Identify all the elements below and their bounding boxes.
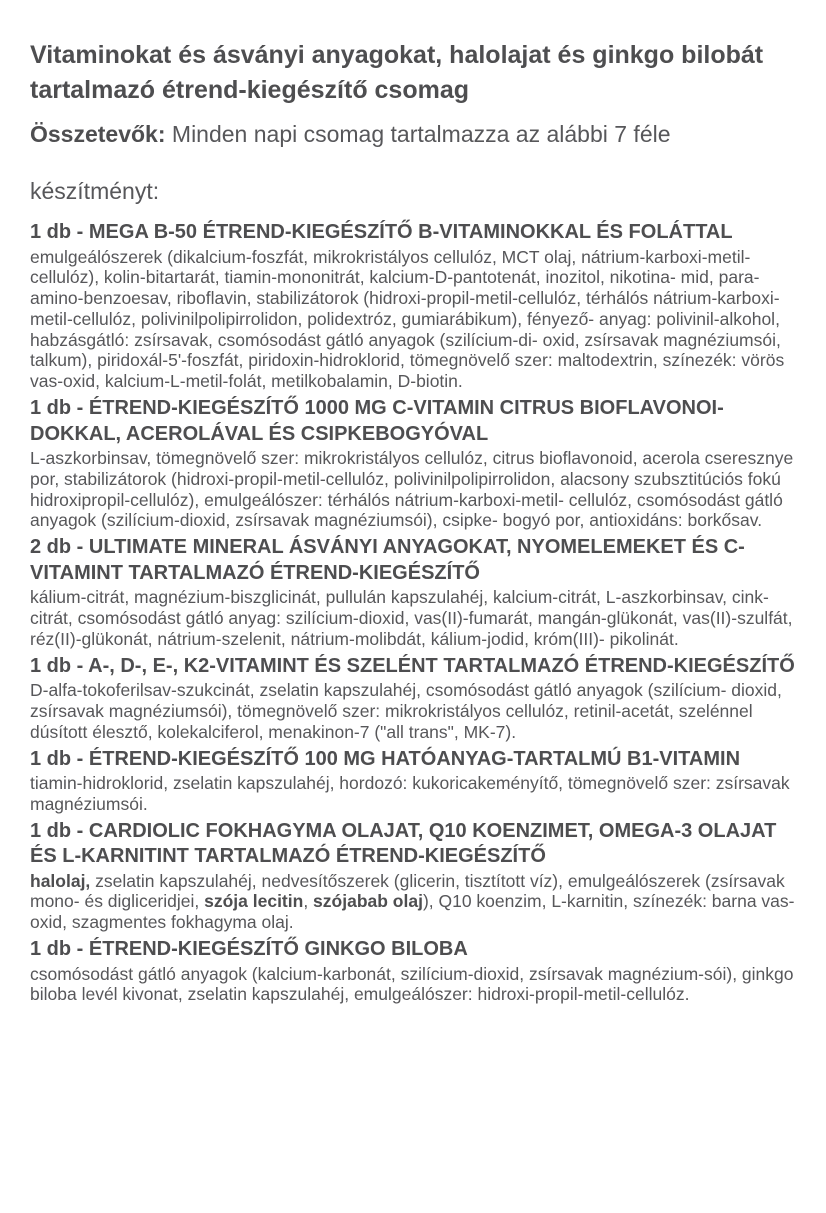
section-mega-b50 [30,220,800,392]
bold-ingredient-szoja-lecitin: szója lecitin [204,891,304,912]
section-heading: 1 db - A-, D-, E-, K2-VITAMINT ÉS SZELÉNT TARTALMAZÓ ÉTREND-KIEGÉSZÍTŐ [30,654,795,677]
section-body: emulgeálószerek (dikalcium-foszfát, mikrokristályos cellulóz, MCT olaj, nátrium-karboxi-metil-cellulóz), kolin-bitartarát, tiamin-mononitrát, kalcium-D-pantotenát, inozitol, nikotina- mid, para-amino-benzoesav, riboflavin, stabilizátorok (hidroxi-propil-metil-cellulóz, térhálós nátrium-karboxi-metil-cellulóz, polivinilpolipirrolidon, polidextróz, gumiarábikum), fényező- anyag: polivinil-alkohol, habzásgátló: zsírsavak, csomósodást gátló anyagok (szilícium-di- oxid, zsírsavak magnéziumsói, talkum), piridoxál-5'-foszfát, piridoxin-hidroklorid, tömegnövelő szer: maltodextrin, színezék: vörös vas-oxid, kalcium-L-metil-folát, metilkobalamin, D-biotin. [30,246,785,392]
section-ginkgo-biloba [30,937,800,1005]
section-adek2-selenium [30,654,800,743]
section-body: csomósodást gátló anyagok (kalcium-karbonát, szilícium-dioxid, zsírsavak magnézium-sói), ginkgo biloba levél kivonat, zselatin kapszulahéj, emulgeálószer: hidroxi-propil-metil-cellulóz. [30,963,794,1005]
section-heading: 1 db - ÉTREND-KIEGÉSZÍTŐ 1000 MG C-VITAMIN CITRUS BIOFLAVONOI- DOKKAL, ACEROLÁVAL ÉS CSIPKEBOGYÓVAL [30,397,724,445]
section-heading: 1 db - MEGA B-50 ÉTREND-KIEGÉSZÍTŐ B-VITAMINOKKAL ÉS FOLÁTTAL [30,221,733,243]
document-title: Vitaminokat és ásványi anyagokat, halolajat és ginkgo bilobát tartalmazó étrend-kiegészítő csomag [30,41,764,104]
ingredients-intro-line-2: készítményt: [30,178,160,204]
section-c-vitamin-1000mg [30,396,800,531]
section-heading: 1 db - CARDIOLIC FOKHAGYMA OLAJAT, Q10 KOENZIMET, OMEGA-3 OLAJAT ÉS L-KARNITINT TARTALMAZÓ ÉTREND-KIEGÉSZÍTŐ [30,819,777,868]
section-body [30,871,800,933]
section-heading: 1 db - ÉTREND-KIEGÉSZÍTŐ GINKGO BILOBA [30,938,468,961]
section-ultimate-mineral [30,535,800,649]
section-body-text: ), Q10 koenzim, L-karnitin, színezék: barna vas-oxid, szagmentes fokhagyma olaj. [30,891,795,933]
section-body: D-alfa-tokoferilsav-szukcinát, zselatin kapszulahéj, csomósodást gátló anyagok (szilícium- dioxid, zsírsavak magnéziumsói), tömegnövelő szer: mikrokristályos cellulóz, retinil-acetát, szelénnel dúsított élesztő, kolekalciferol, menakinon-7 ("all trans", MK-7). [30,680,782,742]
section-cardiolic [30,819,800,933]
section-b1-vitamin [30,747,800,815]
ingredients-label: Összetevők: [30,121,166,147]
ingredients-intro-line [30,120,800,148]
section-heading: 2 db - ULTIMATE MINERAL ÁSVÁNYI ANYAGOKAT, NYOMELEMEKET ÉS C-VITAMINT TARTALMAZÓ ÉTREND-KIEGÉSZÍTŐ [30,536,745,584]
section-body: tiamin-hidroklorid, zselatin kapszulahéj, hordozó: kukoricakeményítő, tömegnövelő szer: zsírsavak magnéziumsói. [30,773,790,814]
bold-ingredient-szojabab-olaj: szójabab olaj [313,891,423,912]
section-body: kálium-citrát, magnézium-biszglicinát, pullulán kapszulahéj, kalcium-citrát, L-aszkorbinsav, cink-citrát, csomósodást gátló anyag: szilícium-dioxid, vas(II)-fumarát, mangán-glükonát, vas(II)-szulfát, réz(II)-glükonát, nátrium-szelenit, nátrium-molibdát, kálium-jodid, króm(III)- pikolinát. [30,587,793,649]
bold-ingredient-halolaj: halolaj, [30,870,91,891]
section-heading: 1 db - ÉTREND-KIEGÉSZÍTŐ 100 MG HATÓANYAG-TARTALMÚ B1-VITAMIN [30,747,741,770]
ingredients-intro-text: Minden napi csomag tartalmazza az alábbi 7 féle [165,121,671,147]
product-sections [30,220,800,1005]
section-body-text: zselatin kapszulahéj, nedvesítőszerek (glicerin, tisztított víz), emulgeálószerek (zsírsavak mono- és digliceridjei, [30,870,785,912]
section-body-text: , [303,891,314,912]
section-body: L-aszkorbinsav, tömegnövelő szer: mikrokristályos cellulóz, citrus bioflavonoid, acerola cseresznye por, stabilizátorok (hidroxi-propil-metil-cellulóz, polivinilpolipirrolidon, alacsony szubsztitúciós fokú hidroxipropil-cellulóz), emulgeálószer: térhálós nátrium-karboxi-metil- cellulóz, csomósodást gátló anyagok (szilícium-dioxid, zsírsavak magnéziumsói), csipke- bogyó por, antioxidáns: borkősav. [30,448,794,531]
